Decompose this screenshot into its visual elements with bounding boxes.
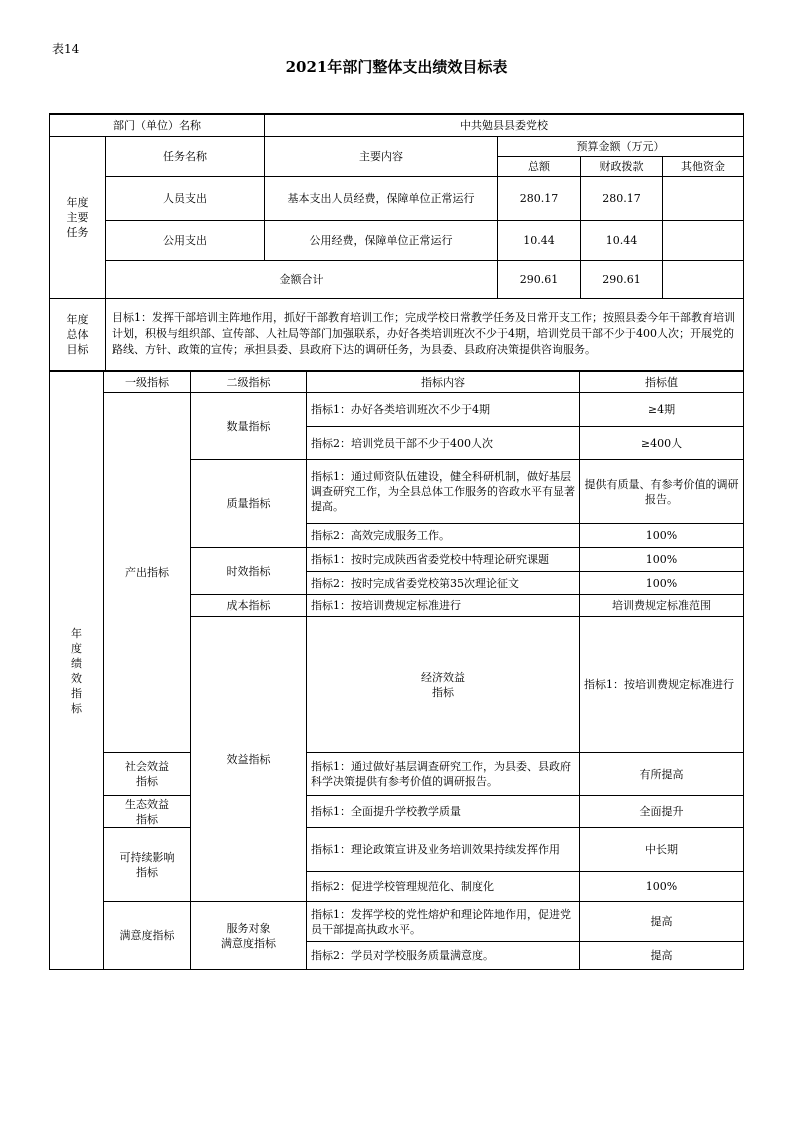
sum-row [50,260,744,298]
col-main-content: 主要内容 [265,136,498,176]
indicator-content: 指标1：全面提升学校教学质量 [307,796,580,828]
overall-goal-text: 目标1：发挥干部培训主阵地作用，抓好干部教育培训工作；完成学校日常教学任务及日常开支工作；按照县委今年干部教育培训计划，积极与组织部、宣传部、人社局等部门加强联系，办好各类培训班次不少于4期，培训党员干部不少于400人次；开展党的路线、方针、政策的宣传；承担县委、县政府下达的调研任务，为县委、县政府决策提供咨询服务。 [106,298,744,370]
social-indicator-label: 社会效益 指标 [104,753,191,796]
indicator-content: 指标2：按时完成省委党校第35次理论征文 [307,572,580,595]
indicator-content: 指标1：通过师资队伍建设，健全科研机制，做好基层调查研究工作，为全县总体工作服务的咨政水平有显著提高。 [307,460,580,524]
table-row [50,393,744,427]
indicator-value: 100% [580,572,744,595]
indicator-value: ≥400人 [580,427,744,460]
task-name: 公用支出 [106,220,265,260]
unit-name: 中共勉县县委党校 [265,114,744,136]
task-fiscal: 10.44 [581,220,663,260]
col-level1: 一级指标 [104,372,191,393]
col-indicator-content: 指标内容 [307,372,580,393]
benefit-indicator-label: 效益指标 [191,617,307,902]
indicator-value: 100% [580,872,744,902]
col-other: 其他资金 [663,156,744,176]
indicator-content: 指标2：培训党员干部不少于400人次 [307,427,580,460]
indicator-value: ≥4期 [580,393,744,427]
indicator-value: 全面提升 [580,796,744,828]
indicator-value: 有所提高 [580,753,744,796]
indicator-value: 提供有质量、有参考价值的调研报告。 [580,460,744,524]
indicator-content: 指标2：促进学校管理规范化、制度化 [307,872,580,902]
table-row [50,796,744,828]
sum-other [663,260,744,298]
indicator-content: 指标1：按培训费规定标准进行 [307,595,580,617]
task-content: 基本支出人员经费，保障单位正常运行 [265,176,498,220]
indicator-value: 100% [580,524,744,548]
task-total: 10.44 [498,220,581,260]
col-indicator-value: 指标值 [580,372,744,393]
annual-tasks-label: 年度 主要 任务 [50,136,106,298]
sum-fiscal: 290.61 [581,260,663,298]
col-task-name: 任务名称 [106,136,265,176]
cost-indicator-label: 成本指标 [191,595,307,617]
table-row [50,828,744,872]
task-name: 人员支出 [106,176,265,220]
performance-table [49,371,744,970]
task-total: 280.17 [498,176,581,220]
indicator-content: 指标1：按培训费规定标准进行 [580,617,744,753]
col-total: 总额 [498,156,581,176]
table-row [50,220,744,260]
performance-label: 年 度 绩 效 指 标 [50,372,104,970]
col-fiscal: 财政拨款 [581,156,663,176]
indicator-value: 中长期 [580,828,744,872]
table-row [50,176,744,220]
economic-indicator-label: 经济效益 指标 [307,617,580,753]
budget-table [49,113,744,371]
indicator-value: 100% [580,548,744,572]
timeliness-indicator-label: 时效指标 [191,548,307,595]
indicator-content: 指标2：学员对学校服务质量满意度。 [307,942,580,970]
col-budget-amount: 预算金额（万元） [498,136,744,156]
task-other [663,220,744,260]
output-indicator-label: 产出指标 [104,393,191,753]
sum-label: 金额合计 [106,260,498,298]
ecological-indicator-label: 生态效益 指标 [104,796,191,828]
table-row [50,753,744,796]
sum-total: 290.61 [498,260,581,298]
indicator-value: 提高 [580,902,744,942]
task-fiscal: 280.17 [581,176,663,220]
quality-indicator-label: 质量指标 [191,460,307,548]
page-title: 2021年部门整体支出绩效目标表 [285,58,508,76]
indicator-content: 指标1：通过做好基层调查研究工作，为县委、县政府科学决策提供有参考价值的调研报告。 [307,753,580,796]
indicator-content: 指标1：发挥学校的党性熔炉和理论阵地作用，促进党员干部提高执政水平。 [307,902,580,942]
table-number: 表14 [52,42,80,56]
indicator-content: 指标1：办好各类培训班次不少于4期 [307,393,580,427]
table-row [50,902,744,942]
satisfaction-indicator-label: 满意度指标 [104,902,191,970]
sustainable-indicator-label: 可持续影响 指标 [104,828,191,902]
indicator-value: 培训费规定标准范围 [580,595,744,617]
indicator-content: 指标1：理论政策宣讲及业务培训效果持续发挥作用 [307,828,580,872]
col-level2: 二级指标 [191,372,307,393]
quantity-indicator-label: 数量指标 [191,393,307,460]
unit-label: 部门（单位）名称 [50,114,265,136]
task-other [663,176,744,220]
overall-goal-label: 年度 总体 目标 [50,298,106,370]
indicator-content: 指标1：按时完成陕西省委党校中特理论研究课题 [307,548,580,572]
service-satisfaction-label: 服务对象 满意度指标 [191,902,307,970]
indicator-value: 提高 [580,942,744,970]
task-content: 公用经费，保障单位正常运行 [265,220,498,260]
indicator-content: 指标2：高效完成服务工作。 [307,524,580,548]
